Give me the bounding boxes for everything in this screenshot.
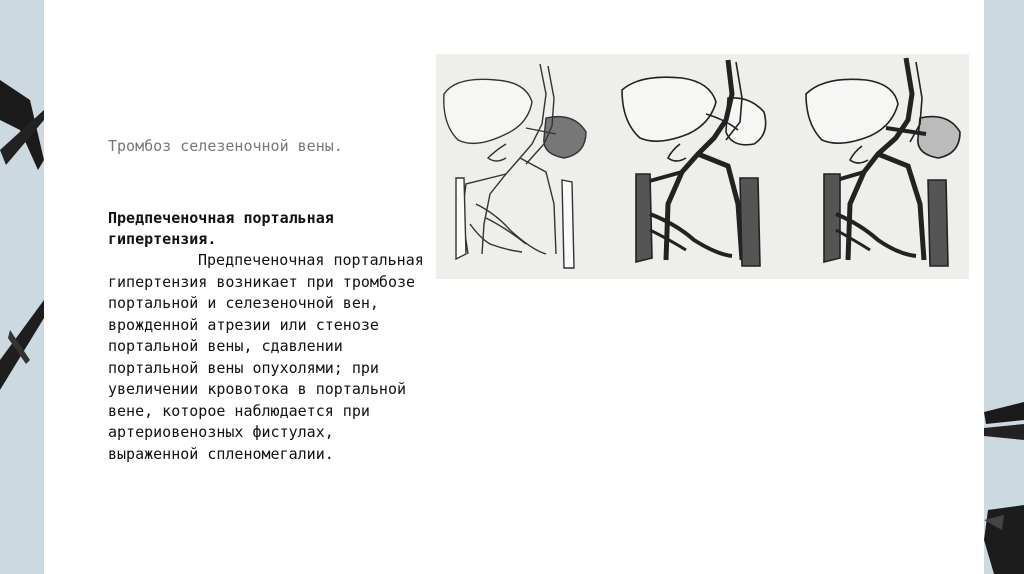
slide-subtitle: Тромбоз селезеночной вены. [108,137,343,155]
left-brush-decoration [0,0,44,574]
figure-panel-1 [444,64,586,268]
figure-panel-3 [806,58,960,266]
right-brush-decoration [984,0,1024,574]
slide-heading: Предпеченочная портальная гипертензия. [108,209,334,248]
figure-panel-2 [622,60,766,266]
anatomical-figure [436,54,969,279]
slide-body-text: Предпеченочная портальная гипертензия возникает при тромбозе портальной и селезеночной вен, врожденной атрезии или стенозе портальной вены, сдавлении портальной вены опухолями; при увеличении кровотока в портальной вене, которое наблюдается при артериовенозных фистулах, выраженной спленомегалии. [108,251,424,463]
